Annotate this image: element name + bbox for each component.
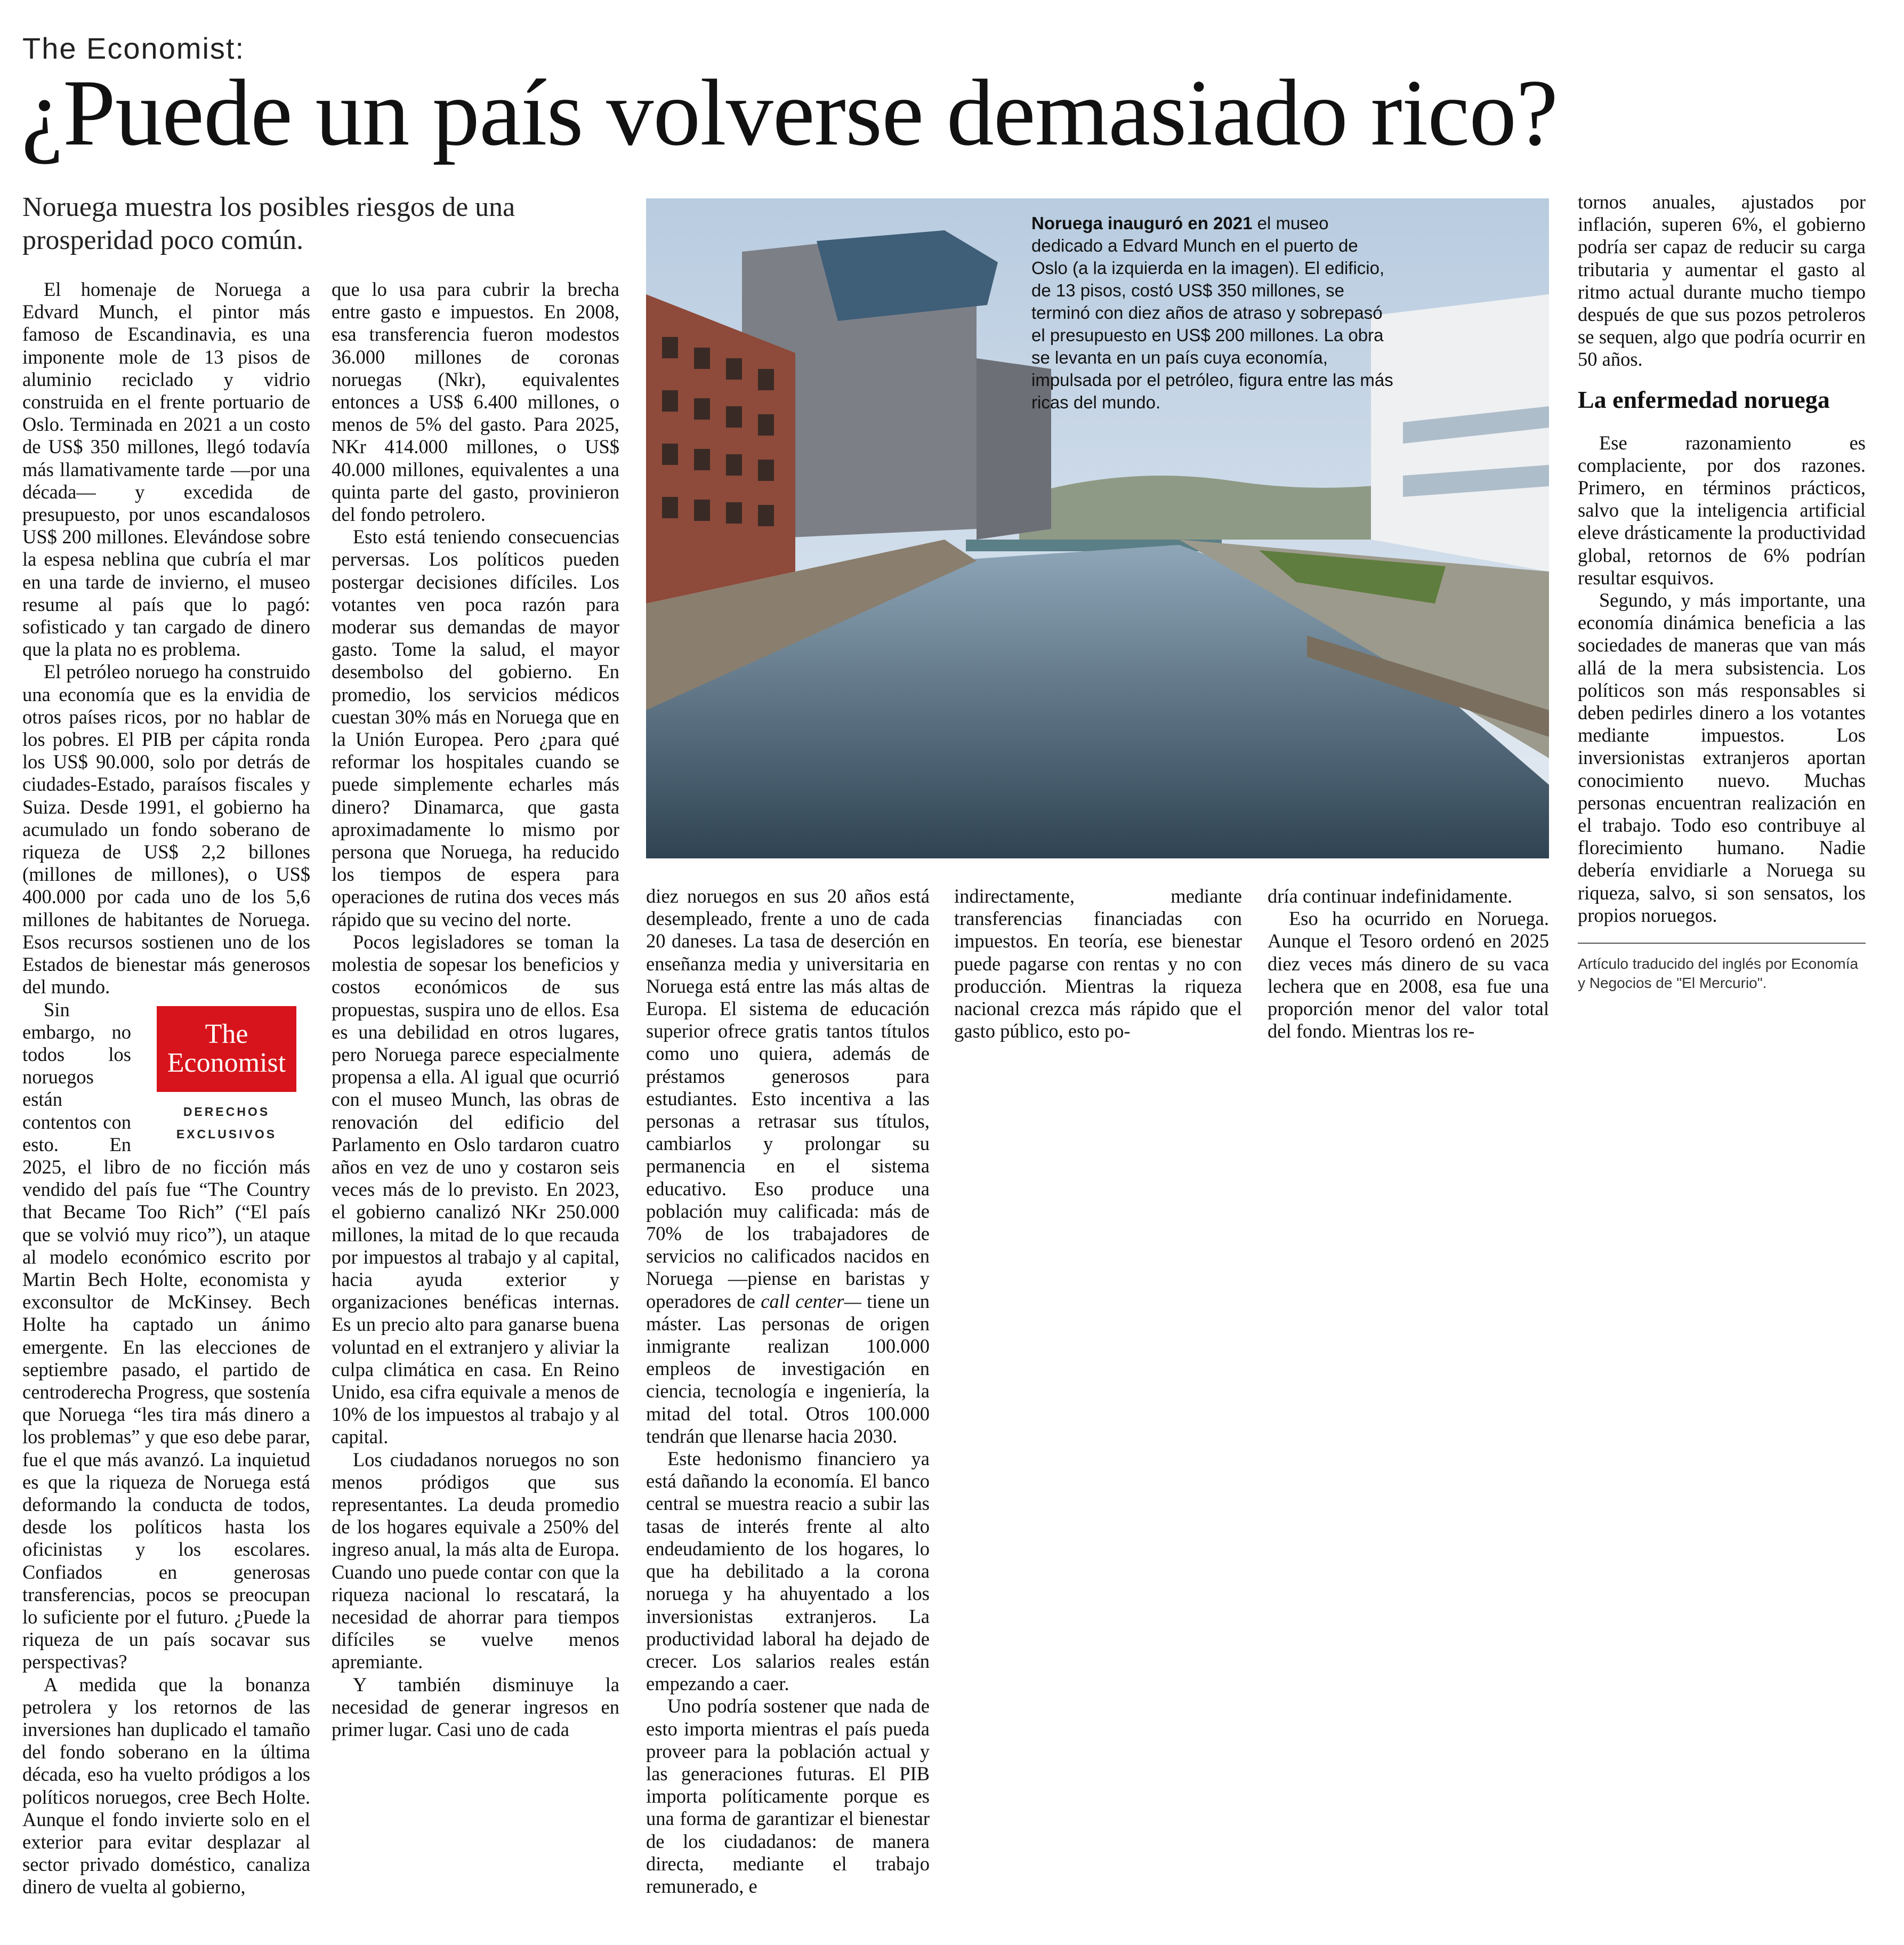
- paragraph: Esto está teniendo consecuencias perversas. Los políticos pueden postergar decisiones difíciles. Los votantes ven poca razón para moderar sus demandas de mayor gasto. Tome la salud, el mayor desembolso del gobierno. En promedio, los servicios médicos cuestan 30% más en Noruega que en la Unión Europea. Pero ¿para qué reformar los hospitales cuando se puede simplemente echarles más dinero? Dinamarca, que gasta aproximadamente lo mismo por persona que Noruega, ha reducido los tiempos de espera para operaciones de rutina dos veces más rápido que su vecino del norte.: [332, 526, 619, 930]
- economist-logo: [139, 1006, 314, 1146]
- translation-note: Artículo traducido del inglés por Economía y Negocios de "El Mercurio".: [1578, 943, 1866, 993]
- paragraph: El homenaje de Noruega a Edvard Munch, el pintor más famoso de Escandinavia, es una imponente mole de 13 pisos de aluminio reciclado y vidrio construida en el frente portuario de Oslo. Terminada en 2021 a un costo de US$ 350 millones, llegó todavía más llamativamente tarde —por una década— y excedida de presupuesto, por unos escandalosos US$ 200 millones. Elevándose sobre la espesa neblina que cubría el mar en una tarde de invierno, el museo resume al país que lo pagó: sofisticado y tan cargado de dinero que la plata no es problema.: [22, 278, 310, 661]
- paragraph: [22, 999, 310, 1674]
- column-2: [332, 278, 619, 1741]
- paragraph: Eso ha ocurrido en Noruega. Aunque el Tesoro ordenó en 2025 diez veces más dinero de su vaca lechera que en 2008, esa fue una proporción menor del valor total del fondo. Mientras los re-: [1268, 907, 1549, 1042]
- column-4: [954, 885, 1242, 1042]
- column-1: [22, 278, 310, 1899]
- paragraph: tornos anuales, ajustados por inflación, superen 6%, el gobierno podría ser capaz de reducir su carga tributaria y aumentar el gasto al ritmo actual durante mucho tiempo después de que sus pozos petroleros se sequen, algo que podría ocurrir en 50 años.: [1578, 191, 1866, 371]
- paragraph: Ese razonamiento es complaciente, por dos razones. Primero, en términos prácticos, salvo que la inteligencia artificial eleve drásticamente la productividad global, retornos de 6% podrían resultar esquivos.: [1578, 431, 1866, 589]
- paragraph: Segundo, y más importante, una economía dinámica beneficia a las sociedades de maneras que van más allá de la mera subsistencia. Los políticos son más responsables si deben pedirles dinero a los votantes mediante impuestos. Los inversionistas extranjeros aportan conocimiento nuevo. Muchas personas encuentran realización en el trabajo. Todo eso contribuye al florecimiento humano. Nadie debería envidiarle a Noruega su riqueza, salvo, si son sensatos, los propios noruegos.: [1578, 589, 1866, 926]
- italic-term: call center—: [761, 1290, 861, 1312]
- paragraph: dría continuar indefinidamente.: [1268, 885, 1513, 907]
- kicker: The Economist:: [22, 31, 245, 65]
- column-3: [646, 885, 930, 1898]
- section-heading: La enfermedad noruega: [1578, 385, 1830, 413]
- paragraph: A medida que la bonanza petrolera y los retornos de las inversiones han duplicado el tamaño del fondo soberano en la última década, eso ha vuelto pródigos a los políticos noruegos, cree Bech Holte. Aunque el fondo invierte solo en el exterior para evitar desplazar al sector privado doméstico, canaliza dinero de vuelta al gobierno,: [22, 1673, 310, 1898]
- exclusive-rights-label: DERECHOS EXCLUSIVOS: [176, 1105, 277, 1142]
- paragraph: Y también disminuye la necesidad de generar ingresos en primer lugar. Casi uno de cada: [332, 1673, 619, 1740]
- economist-logo-box: [157, 1006, 296, 1092]
- column-6: [1578, 191, 1866, 993]
- subhead: Noruega muestra los posibles riesgos de una prosperidad poco común.: [22, 192, 515, 255]
- paragraph: [646, 885, 930, 1448]
- logo-line-2: Economist: [167, 1048, 286, 1079]
- paragraph: Los ciudadanos noruegos no son menos pródigos que sus representantes. La deuda promedio de los hogares equivale a 250% del ingreso anual, la más alta de Europa. Cuando uno puede contar con que la riqueza nacional lo rescatará, la necesidad de ahorrar para tiempos difíciles se vuelve menos apremiante.: [332, 1448, 619, 1673]
- caption-text: el museo dedicado a Edvard Munch en el puerto de Oslo (a la izquierda en la imagen). El edificio, de 13 pisos, costó US$ 350 millones, se terminó con diez años de atraso y sobrepasó el presupuesto en US$ 200 millones. La obra se levanta en un país cuya economía, impulsada por el petróleo, figura entre las más ricas del mundo.: [1031, 213, 1393, 412]
- logo-line-1: The: [205, 1019, 248, 1050]
- paragraph: Este hedonismo financiero ya está dañando la economía. El banco central se muestra reacio a subir las tasas de interés frente al alto endeudamiento de los hogares, lo que ha debilitado a la corona noruega y ha ahuyentado a los inversionistas extranjeros. La productividad laboral ha dejado de crecer. Los salarios reales están empezando a caer.: [646, 1448, 930, 1695]
- paragraph-text: diez noruegos en sus 20 años está desempleado, frente a uno de cada 20 daneses. La tasa de deserción en enseñanza media y universitaria en Noruega está entre las más altas de Europa. El sistema de educación superior ofrece gratis tantos títulos como uno quiera, además de préstamos generosos para estudiantes. Esto incentiva a las personas a retrasar sus títulos, cambiarlos y prolongar su permanencia en el sistema educativo. Eso produce una población muy calificada: más de 70% de los trabajadores de servicios no calificados nacidos en Noruega —piense en baristas y operadores de: [646, 885, 930, 1312]
- paragraph: que lo usa para cubrir la brecha entre gasto e impuestos. En 2008, esa transferencia fueron modestos 36.000 millones de coronas noruegas (Nkr), equivalentes entonces a US$ 6.400 millones, o menos de 5% del gasto. Para 2025, NKr 414.000 millones, o US$ 40.000 millones, equivalentes a una quinta parte del gasto, provinieron del fondo petrolero.: [332, 278, 619, 526]
- paragraph: Uno podría sostener que nada de esto importa mientras el país pueda proveer para la población actual y las generaciones futuras. El PIB importa políticamente porque es una forma de garantizar el bienestar de los ciudadanos: de manera directa, mediante el trabajo remunerado, e: [646, 1695, 930, 1897]
- headline: ¿Puede un país volverse demasiado rico?: [21, 60, 1558, 165]
- paragraph: indirectamente, mediante transferencias financiadas con impuestos. En teoría, ese bienestar puede pagarse con rentas y no con producción. Mientras la riqueza nacional crezca más rápido que el gasto público, esto po-: [954, 885, 1242, 1042]
- column-5: [1268, 885, 1549, 1042]
- caption-lead: Noruega inauguró en 2021: [1031, 213, 1253, 233]
- paragraph-text: tiene un máster. Las personas de origen inmigrante realizan 100.000 empleos de investigación en ciencia, tecnología e ingeniería, la mitad del total. Otros 100.000 tendrán que llenarse hacia 2030.: [646, 1290, 930, 1447]
- paragraph: Pocos legisladores se toman la molestia de sopesar los beneficios y costos económicos de sus propuestas, suspira uno de ellos. Esa es una debilidad en otros lugares, pero Noruega parece especialmente propensa a ella. Al igual que ocurrió con el museo Munch, las obras de renovación del edificio del Parlamento en Oslo tardaron cuatro años en vez de uno y costaron seis veces más de lo previsto. En 2023, el gobierno canalizó NKr 250.000 millones, la mitad de lo que recauda por impuestos al trabajo y al capital, hacia ayuda exterior y organizaciones benéficas internas. Es un precio alto para ganarse buena voluntad en el extranjero y aliviar la culpa climática en casa. En Reino Unido, esa cifra equivale a menos de 10% de los impuestos al trabajo y al capital.: [332, 930, 619, 1448]
- paragraph-text: Sin embargo, no todos los noruegos están contentos con esto. En 2025, el libro de no ficción más vendido del país fue “The Country that Became Too Rich” (“El país que se volvió muy rico”), un ataque al modelo económico escrito por Martin Bech Holte, economista y exconsultor de McKinsey. Bech Holte ha captado un ánimo emergente. En las elecciones de septiembre pasado, el partido de centroderecha Progress, que sostenía que Noruega “les tira más dinero a los problemas” y que eso debe parar, fue el que más avanzó. La inquietud es que la riqueza de Noruega está deformando la conducta de todos, desde los políticos hasta los oficinistas y los escolares. Confiados en generosas transferencias, pocos se preocupan lo suficiente por el futuro. ¿Puede la riqueza de un país socavar sus perspectivas?: [22, 998, 310, 1673]
- photo-credit: [1532, 848, 1544, 858]
- photo-caption: [1031, 212, 1394, 414]
- paragraph: El petróleo noruego ha construido una economía que es la envidia de otros países ricos, por no hablar de los pobres. El PIB per cápita ronda los US$ 90.000, solo por detrás de ciudades-Estado, paraísos fiscales y Suiza. Desde 1991, el gobierno ha acumulado un fondo soberano de riqueza de US$ 2,2 billones (millones de millones), o US$ 400.000 por cada uno de los 5,6 millones de habitantes de Noruega. Esos recursos sostienen uno de los Estados de bienestar más generosos del mundo.: [22, 661, 310, 998]
